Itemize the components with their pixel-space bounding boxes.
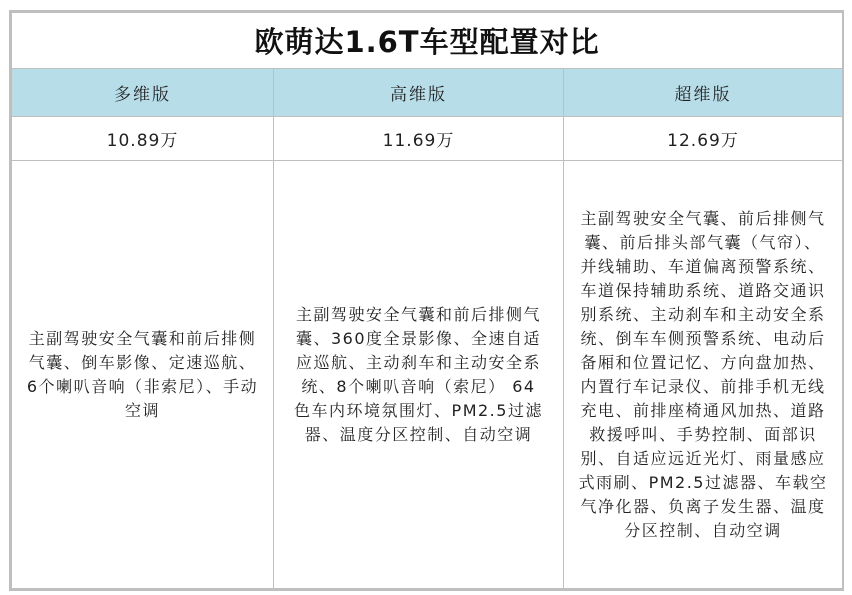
features-chaowei-cell (564, 161, 843, 589)
column-header-duowei: 多维版 (12, 69, 274, 117)
features-duowei-cell (12, 161, 274, 589)
comparison-grid (11, 12, 843, 589)
column-header-chaowei: 超维版 (564, 69, 843, 117)
table-title: 欧萌达1.6T车型配置对比 (12, 13, 843, 69)
features-gaowei: 主副驾驶安全气囊和前后排侧气囊、360度全景影像、全速自适应巡航、主动刹车和主动安全系统、8个喇叭音响（索尼） 64色车内环境氛围灯、PM2.5过滤器、温度分区控制、自动空调 (294, 304, 543, 444)
config-comparison-table (9, 10, 844, 591)
features-chaowei: 主副驾驶安全气囊、前后排侧气囊、前后排头部气囊（气帘）、并线辅助、车道偏离预警系统、车道保持辅助系统、道路交通识别系统、主动刹车和主动安全系统、倒车车侧预警系统、电动后备厢和位置记忆、方向盘加热、内置行车记录仪、前排手机无线充电、前排座椅通风加热、道路救援呼叫、手势控制、面部识别、自适应远近光灯、雨量感应式雨刷、PM2.5过滤器、车载空气净化器、负离子发生器、温度分区控制、自动空调 (578, 208, 828, 540)
features-row (12, 161, 843, 589)
price-gaowei: 11.69万 (274, 117, 564, 161)
title-row (12, 13, 843, 69)
features-duowei: 主副驾驶安全气囊和前后排侧气囊、倒车影像、定速巡航、6个喇叭音响（非索尼）、手动空调 (26, 328, 259, 420)
price-row (12, 117, 843, 161)
header-row (12, 69, 843, 117)
price-chaowei: 12.69万 (564, 117, 843, 161)
features-gaowei-cell (274, 161, 564, 589)
column-header-gaowei: 高维版 (274, 69, 564, 117)
price-duowei: 10.89万 (12, 117, 274, 161)
